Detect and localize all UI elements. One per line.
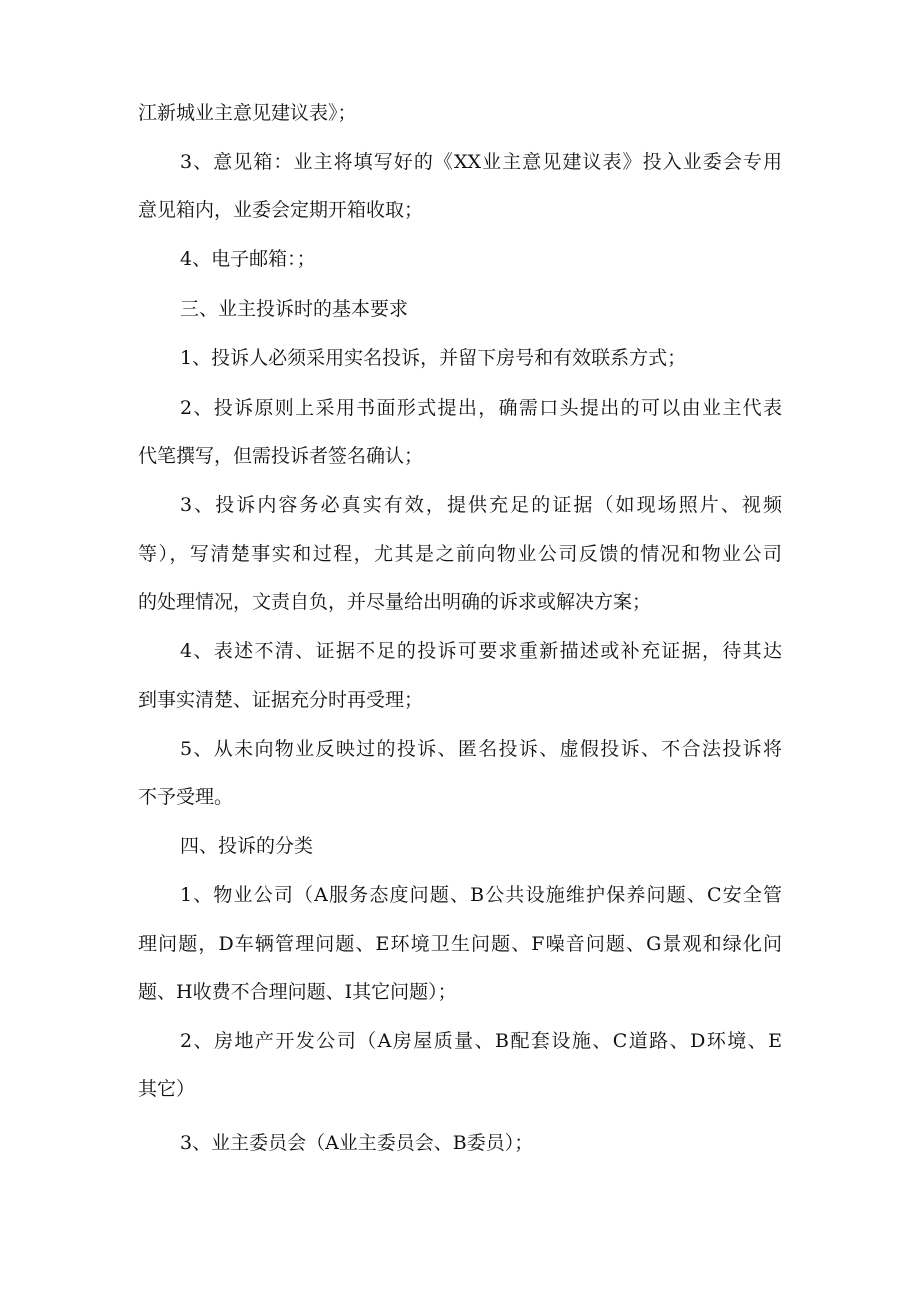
text-line: 3、意见箱：业主将填写好的《XX业主意见建议表》投入业委会专用 — [180, 151, 782, 173]
section-heading: 三、业主投诉时的基本要求 — [180, 298, 409, 320]
text-line: 江新城业主意见建议表》； — [138, 102, 357, 124]
text-line: 3、业主委员会（A业主委员会、B委员）； — [180, 1132, 534, 1154]
text-line: 4、电子邮箱：； — [180, 248, 316, 270]
text-line: 1、投诉人必须采用实名投诉，并留下房号和有效联系方式； — [180, 347, 687, 369]
text-line: 代笔撰写，但需投诉者签名确认； — [138, 445, 424, 467]
text-line: 等），写清楚事实和过程，尤其是之前向物业公司反馈的情况和物业公司 — [138, 543, 782, 565]
text-line: 到事实清楚、证据充分时再受理； — [138, 689, 424, 711]
text-line: 5、从未向物业反映过的投诉、匿名投诉、虚假投诉、不合法投诉将 — [180, 738, 782, 760]
text-line: 的处理情况，文责自负，并尽量给出明确的诉求或解决方案； — [138, 591, 652, 613]
text-line: 理问题，D车辆管理问题、E环境卫生问题、F噪音问题、G景观和绿化问 — [138, 933, 782, 955]
text-line: 4、表述不清、证据不足的投诉可要求重新描述或补充证据，待其达 — [180, 640, 782, 662]
text-line: 不予受理。 — [138, 786, 234, 808]
text-line: 3、投诉内容务必真实有效，提供充足的证据（如现场照片、视频 — [180, 494, 782, 516]
section-heading: 四、投诉的分类 — [180, 835, 314, 857]
text-line: 1、物业公司（A服务态度问题、B公共设施维护保养问题、C安全管 — [180, 884, 782, 906]
text-line: 题、H收费不合理问题、I其它问题）； — [138, 981, 457, 1003]
text-line: 2、房地产开发公司（A房屋质量、B配套设施、C道路、D环境、E — [180, 1030, 782, 1052]
text-line: 其它） — [138, 1078, 196, 1100]
text-line: 2、投诉原则上采用书面形式提出，确需口头提出的可以由业主代表 — [180, 397, 782, 419]
text-line: 意见箱内，业委会定期开箱收取； — [138, 199, 424, 221]
